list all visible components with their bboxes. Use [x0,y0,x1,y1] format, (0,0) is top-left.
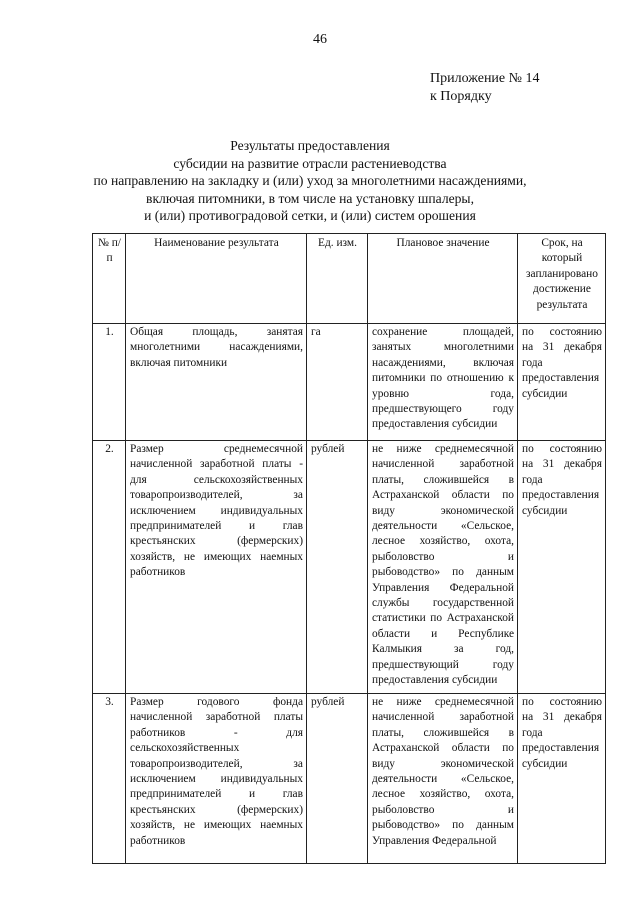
header-planned: Плановое значение [368,234,518,324]
appendix-number: Приложение № 14 [430,71,540,86]
table-row [93,324,606,441]
row-name: Размер годового фонда начисленной заработной платы работников - для сельскохозяйственных товаропроизводителей, за исключением индивидуальных предпринимателей и глав крестьянских (фермерских) хозяйств, не имеющих наемных работников [126,694,307,864]
row-deadline: по состоянию на 31 декабря года предоставления субсидии [518,694,606,864]
title-line-1: Результаты предоставления [230,138,390,153]
title-line-3: по направлению на закладку и (или) уход за многолетними насаждениями, [93,173,527,188]
row-name: Общая площадь, занятая многолетними насаждениями, включая питомники [126,324,307,441]
title-line-5: и (или) противоградовой сетки, и (или) систем орошения [144,208,476,223]
results-table [92,233,606,864]
row-deadline: по состоянию на 31 декабря года предоставления субсидии [518,324,606,441]
header-name: Наименование результата [126,234,307,324]
row-num: 1. [93,324,126,441]
header-unit: Ед. изм. [307,234,368,324]
row-num: 2. [93,441,126,694]
header-num: № п/п [93,234,126,324]
row-name: Размер среднемесячной начисленной заработной платы - для сельскохозяйственных товаропроизводителей, за исключением индивидуальных предпринимателей и глав крестьянских (фермерских) хозяйств, не имеющих наемных работников [126,441,307,694]
appendix-reference [430,70,540,106]
table-header-row [93,234,606,324]
row-planned: не ниже среднемесячной начисленной заработной платы, сложившейся в Астраханской области по виду экономической деятельности «Сельское, лесное хозяйство, охота, рыболовство и рыбоводство» по данным Управления Федеральной [368,694,518,864]
appendix-order: к Порядку [430,89,492,104]
title-line-4: включая питомники, в том числе на установку шпалеры, [146,190,474,206]
page-number: 46 [313,32,327,47]
row-unit: рублей [307,441,368,694]
row-planned: не ниже среднемесячной начисленной заработной платы, сложившейся в Астраханской области по виду экономической деятельности «Сельское, лесное хозяйство, охота, рыболовство и рыбоводство» по данным Управления Федеральной службы государственной статистики по Астраханской области и Республике Калмыкия за год, предшествующий году предоставления субсидии [368,441,518,694]
row-planned: сохранение площадей, занятых многолетними насаждениями, включая питомники по отношению к уровню года, предшествующего году предоставления субсидии [368,324,518,441]
row-unit: рублей [307,694,368,864]
title-line-2: субсидии на развитие отрасли растениеводства [173,155,447,171]
header-deadline: Срок, на который запланировано достижение результата [518,234,606,324]
table-row [93,441,606,694]
row-num: 3. [93,694,126,864]
table-row [93,694,606,864]
row-deadline: по состоянию на 31 декабря года предоставления субсидии [518,441,606,694]
row-unit: га [307,324,368,441]
document-title [90,137,530,225]
